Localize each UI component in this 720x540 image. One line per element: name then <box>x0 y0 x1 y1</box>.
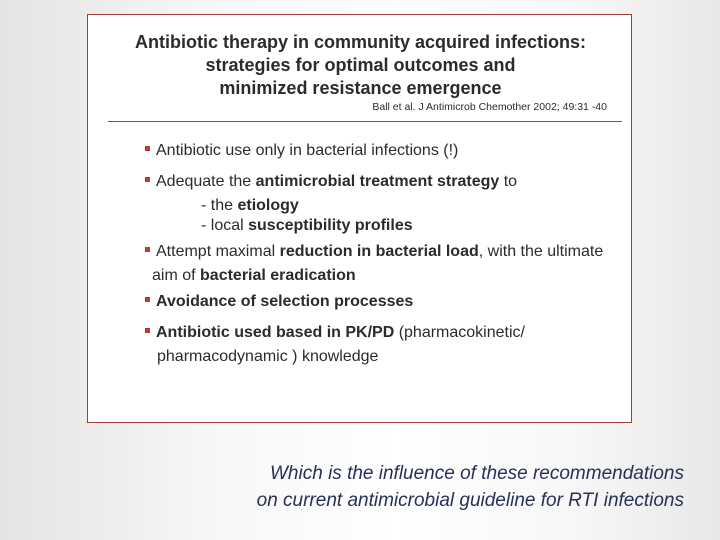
sub-item-bold-text: susceptibility profiles <box>248 217 413 234</box>
slide-box <box>87 14 632 423</box>
bullet-text: aim of <box>152 267 201 284</box>
title-line-1: Antibiotic therapy in community acquired infections: <box>134 32 587 52</box>
sub-item-text: - local <box>201 217 249 234</box>
bullet-item-3-continuation <box>152 266 356 286</box>
bullet-text: (pharmacokinetic/ <box>394 324 525 341</box>
title-line-2: strategies for optimal outcomes and <box>205 55 516 75</box>
bullet-item-5-continuation <box>157 347 378 367</box>
bullet-marker <box>145 247 150 252</box>
bullet-item-1 <box>145 141 458 161</box>
bullet-item-5 <box>145 323 525 343</box>
bullet-text: Adequate the <box>156 173 256 190</box>
bullet-marker <box>145 177 150 182</box>
footer-question <box>257 460 684 514</box>
bullet-bold-text: Avoidance of selection processes <box>156 293 414 310</box>
bullet-item-3 <box>145 242 603 262</box>
sub-item-susceptibility <box>201 216 413 236</box>
bullet-text: pharmacodynamic ) knowledge <box>157 348 379 365</box>
bullet-bold-text: antimicrobial treatment strategy <box>255 173 500 190</box>
bullet-marker <box>145 328 150 333</box>
footer-line-2: on current antimicrobial guideline for RTI infections <box>256 490 684 511</box>
bullet-bold-text: Antibiotic used based in PK/PD <box>156 324 395 341</box>
sub-item-bold-text: etiology <box>237 197 299 214</box>
bullet-text: to <box>499 173 518 190</box>
bullet-text: , with the ultimate <box>478 243 604 260</box>
citation: Ball et al. J Antimicrob Chemother 2002; 49:31 -40 <box>372 101 607 113</box>
sub-item-text: - the <box>201 197 238 214</box>
divider <box>108 121 622 122</box>
bullet-item-2 <box>145 172 517 192</box>
slide-title <box>88 31 633 100</box>
footer-line-1: Which is the influence of these recommendations <box>270 463 684 484</box>
bullet-marker <box>145 297 150 302</box>
bullet-item-4 <box>145 292 413 312</box>
bullet-text: Antibiotic use only in bacterial infections (!) <box>156 142 459 159</box>
sub-item-etiology <box>201 196 299 216</box>
bullet-bold-text: reduction in bacterial load <box>279 243 479 260</box>
title-line-3: minimized resistance emergence <box>219 78 502 98</box>
bullet-text: Attempt maximal <box>156 243 280 260</box>
bullet-bold-text: bacterial eradication <box>200 267 356 284</box>
bullet-marker <box>145 146 150 151</box>
